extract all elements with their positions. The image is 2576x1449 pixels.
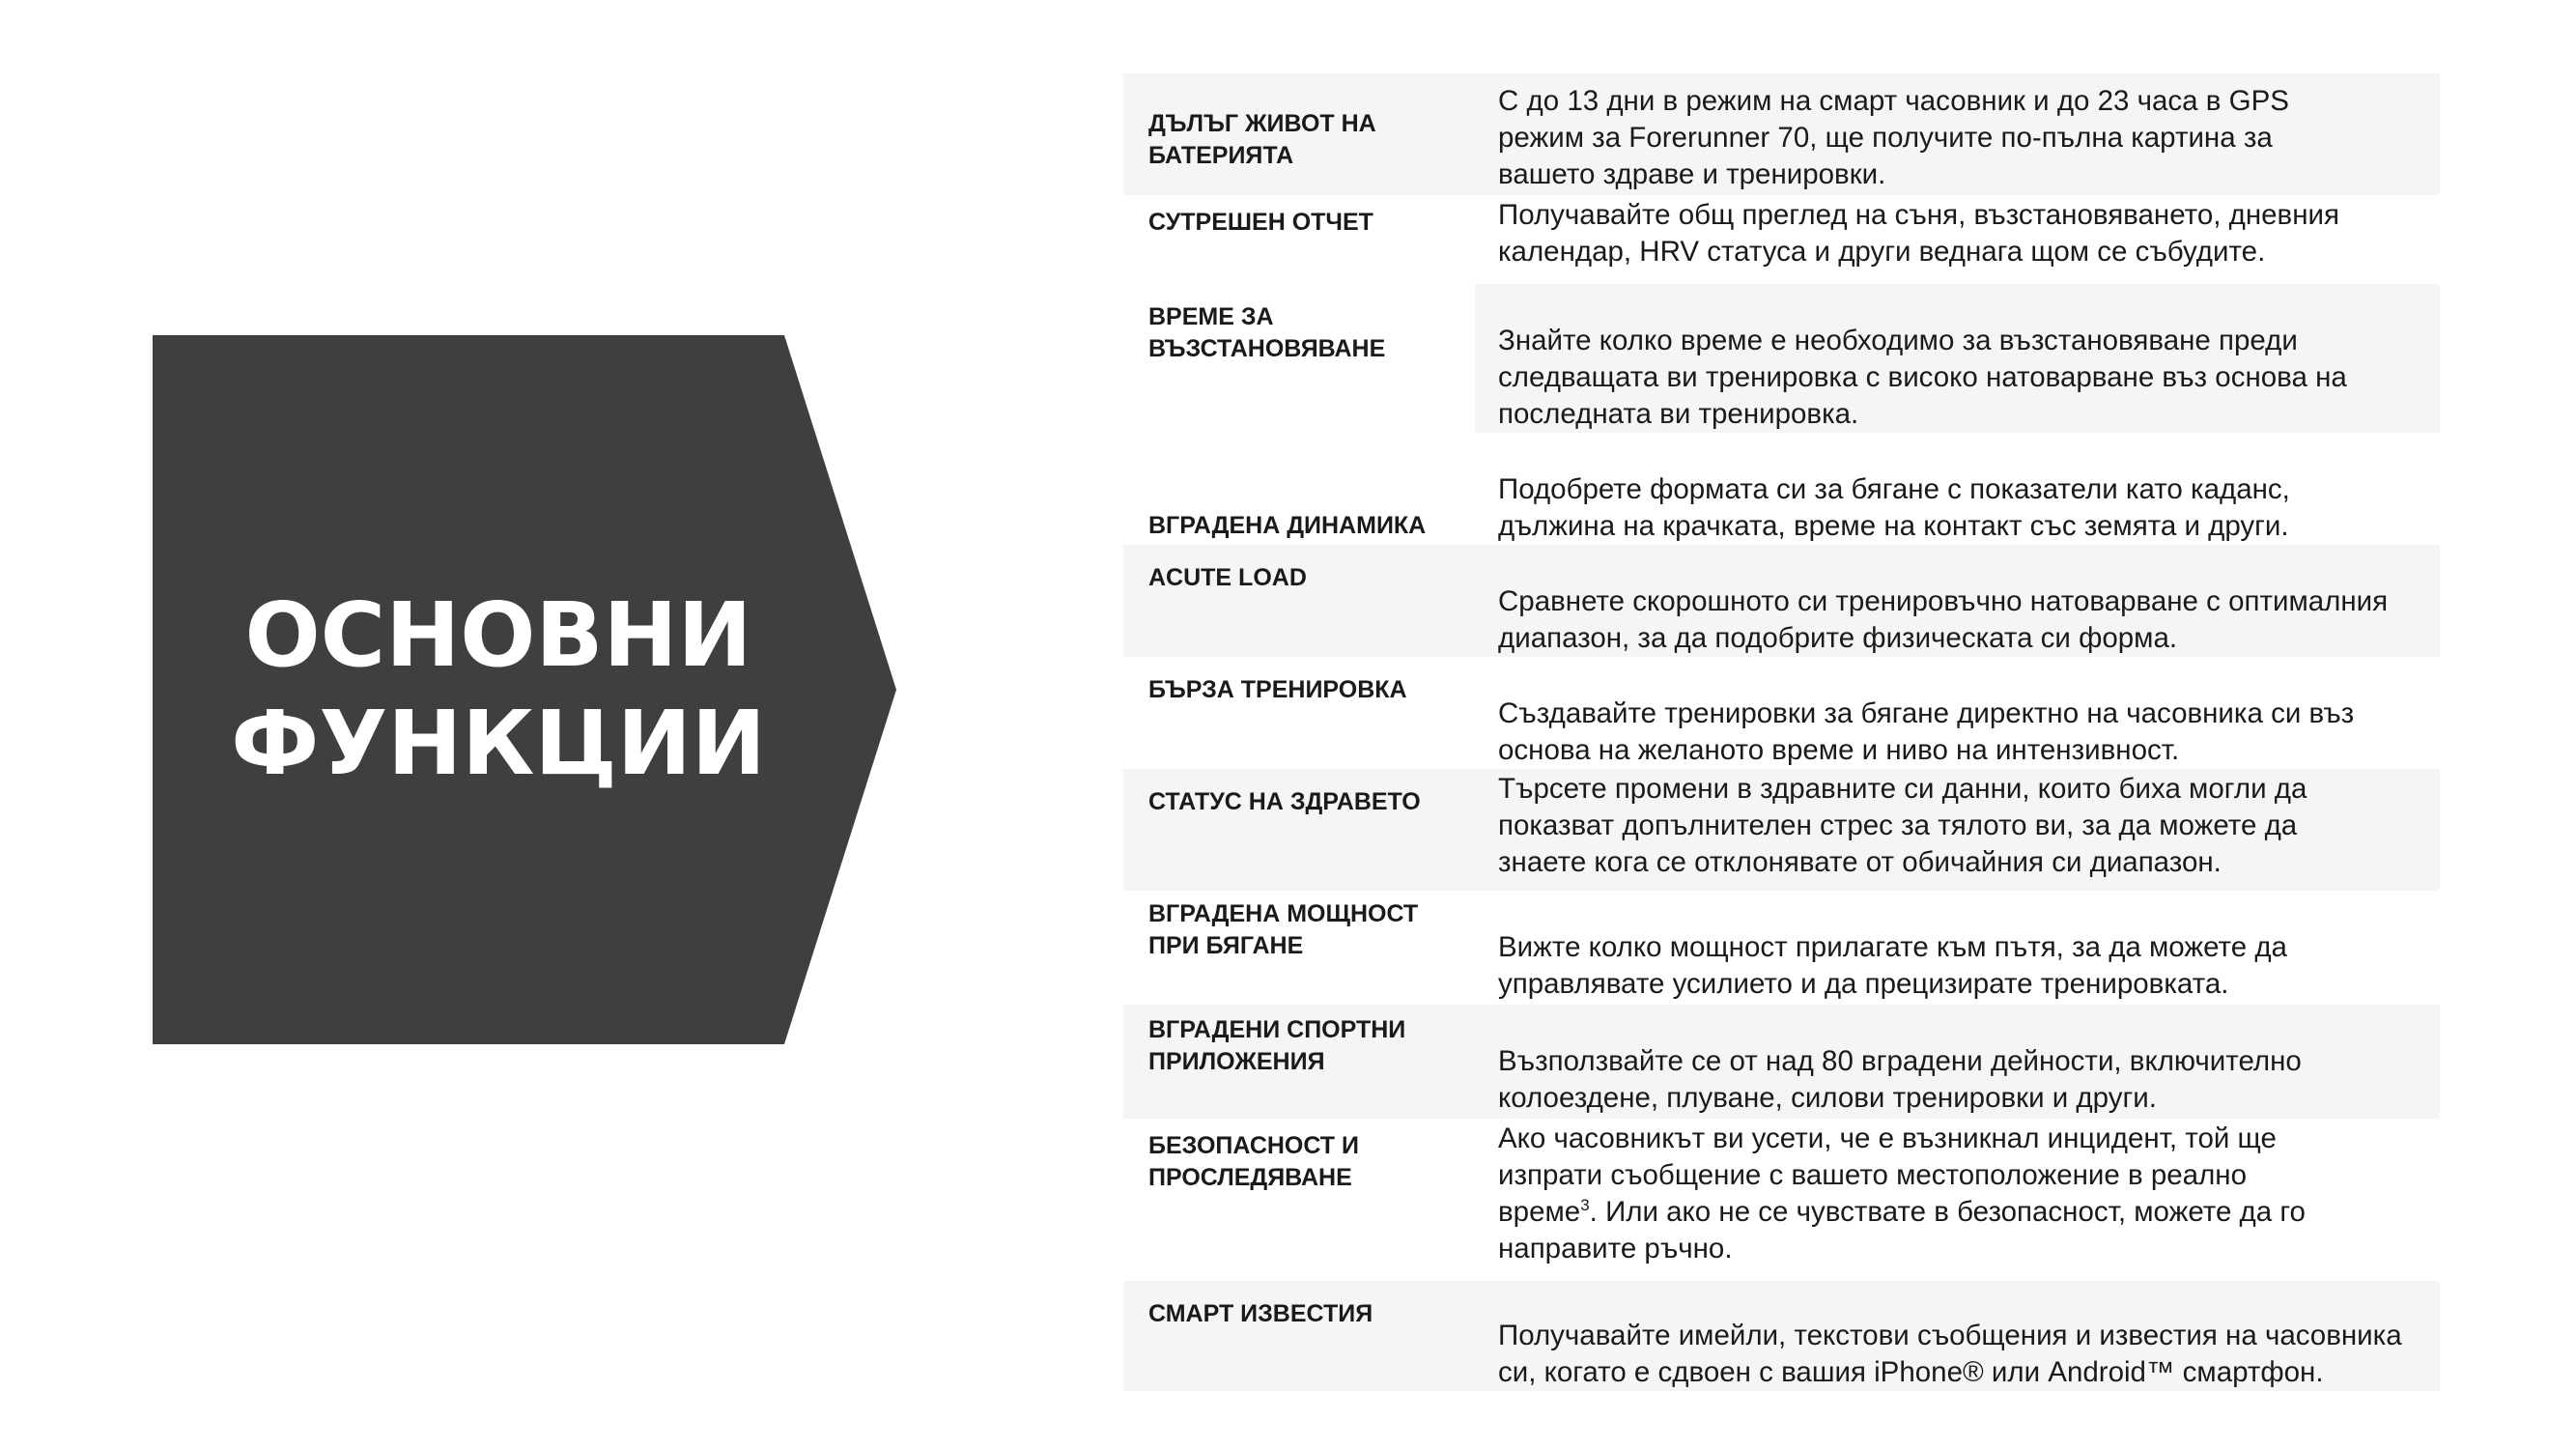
feature-row-recovery-time: [1123, 284, 2440, 433]
feature-description-line: Получавайте общ преглед на съня, възстановяването, дневния: [1498, 199, 2339, 231]
feature-description-line: Знайте колко време е необходимо за възстановяване преди: [1498, 325, 2298, 356]
feature-description-line: календар, HRV статуса и други веднага щом се събудите.: [1498, 236, 2266, 268]
feature-description-line: Търсете промени в здравните си данни, които биха могли да: [1498, 773, 2307, 805]
feature-description: [1498, 471, 2435, 545]
feature-name: СУТРЕШЕН ОТЧЕТ: [1148, 209, 1373, 236]
feature-description-line: основа на желаното време и ниво на интензивност.: [1498, 734, 2180, 766]
feature-description: [1498, 771, 2435, 881]
feature-description: [1498, 323, 2435, 433]
feature-name: ВГРАДЕНИ СПОРТНИ ПРИЛОЖЕНИЯ: [1148, 1016, 1406, 1075]
page-title-line-1: ОСНОВНИ: [244, 583, 752, 687]
feature-name: БЕЗОПАСНОСТ И ПРОСЛЕДЯВАНЕ: [1148, 1132, 1359, 1191]
feature-description: [1498, 583, 2435, 657]
feature-description-line: време$^3$. Или ако не се чувствате в безопасност, можете да го: [1498, 1196, 2306, 1228]
feature-row-morning-report: [1123, 195, 2440, 286]
feature-description-fragment: Или ако не се чувствате в безопасност, можете да го: [1605, 1196, 2306, 1228]
feature-description-line: режим за Forerunner 70, ще получите по-пълна картина за: [1498, 122, 2273, 154]
feature-row-quick-workout: [1123, 657, 2440, 769]
feature-description: [1498, 696, 2435, 769]
feature-row-safety-tracking: [1123, 1119, 2440, 1281]
feature-description-line: направите ръчно.: [1498, 1233, 1733, 1264]
page-title: [153, 335, 844, 1044]
feature-row-running-power: [1123, 891, 2440, 1005]
feature-description-line: показват допълнителен стрес за тялото ви, за да можете да: [1498, 810, 2298, 841]
feature-description-line: Създавайте тренировки за бягане директно на часовника си въз: [1498, 697, 2355, 729]
feature-row-running-dynamics: [1123, 433, 2440, 545]
feature-description-line: си, когато е сдвоен с вашия iPhone® или Android™ смартфон.: [1498, 1356, 2324, 1388]
feature-description-line: Получавайте имейли, текстови съобщения и известия на часовника: [1498, 1320, 2402, 1351]
feature-description-line: следващата ви тренировка с високо натоварване въз основа на: [1498, 361, 2347, 393]
feature-name: ACUTE LOAD: [1148, 564, 1307, 591]
feature-description-line: знаете кога се отклонявате от обичайния си диапазон.: [1498, 846, 2222, 878]
feature-description: [1498, 1121, 2435, 1267]
feature-description-line: последната ви тренировка.: [1498, 398, 1859, 430]
feature-name: БЪРЗА ТРЕНИРОВКА: [1148, 676, 1407, 703]
feature-name: ВГРАДЕНА МОЩНОСТ ПРИ БЯГАНЕ: [1148, 900, 1419, 959]
feature-description: [1498, 197, 2435, 270]
feature-name: ВГРАДЕНА ДИНАМИКА: [1148, 512, 1427, 539]
feature-description-fragment: време: [1498, 1196, 1581, 1228]
feature-description: [1498, 1043, 2435, 1117]
feature-description-line: Вижте колко мощност прилагате към пътя, за да можете да: [1498, 931, 2287, 963]
feature-description-line: диапазон, за да подобрите физическата си форма.: [1498, 622, 2178, 654]
feature-description-line: колоездене, плуване, силови тренировки и други.: [1498, 1082, 2157, 1114]
feature-description-line: изпрати съобщение с вашето местоположение в реално: [1498, 1159, 2247, 1191]
feature-description-line: управлявате усилието и да прецизирате тренировката.: [1498, 968, 2229, 1000]
feature-name: ДЪЛЪГ ЖИВОТ НА БАТЕРИЯТА: [1148, 110, 1376, 169]
feature-description: [1498, 1318, 2435, 1391]
feature-description-line: вашето здраве и тренировки.: [1498, 158, 1886, 190]
feature-row-acute-load: [1123, 545, 2440, 657]
feature-description: [1498, 929, 2435, 1003]
feature-name: СТАТУС НА ЗДРАВЕТО: [1148, 788, 1421, 815]
feature-name: ВРЕМЕ ЗА ВЪЗСТАНОВЯВАНЕ: [1148, 303, 1386, 362]
feature-description-line: Сравнете скорошното си тренировъчно натоварване с оптималния: [1498, 585, 2389, 617]
feature-row-smart-notifications: [1123, 1281, 2440, 1391]
feature-row-health-status: [1123, 769, 2440, 891]
page-title-line-2: ФУНКЦИИ: [231, 692, 766, 795]
feature-description-line: С до 13 дни в режим на смарт часовник и до 23 часа в GPS: [1498, 85, 2289, 117]
feature-description-line: Подобрете формата си за бягане с показатели като каданс,: [1498, 473, 2290, 505]
feature-row-sport-apps: [1123, 1005, 2440, 1119]
feature-description: [1498, 83, 2435, 193]
feature-description-line: дължина на крачката, време на контакт със земята и други.: [1498, 510, 2289, 542]
footnote-marker: 3: [1580, 1196, 1590, 1215]
feature-row-battery-life: [1123, 73, 2440, 195]
feature-description-line: Ако часовникът ви усети, че е възникнал инцидент, той ще: [1498, 1122, 2277, 1154]
feature-name: СМАРТ ИЗВЕСТИЯ: [1148, 1300, 1373, 1327]
feature-description-line: Възползвайте се от над 80 вградени дейности, включително: [1498, 1045, 2302, 1077]
